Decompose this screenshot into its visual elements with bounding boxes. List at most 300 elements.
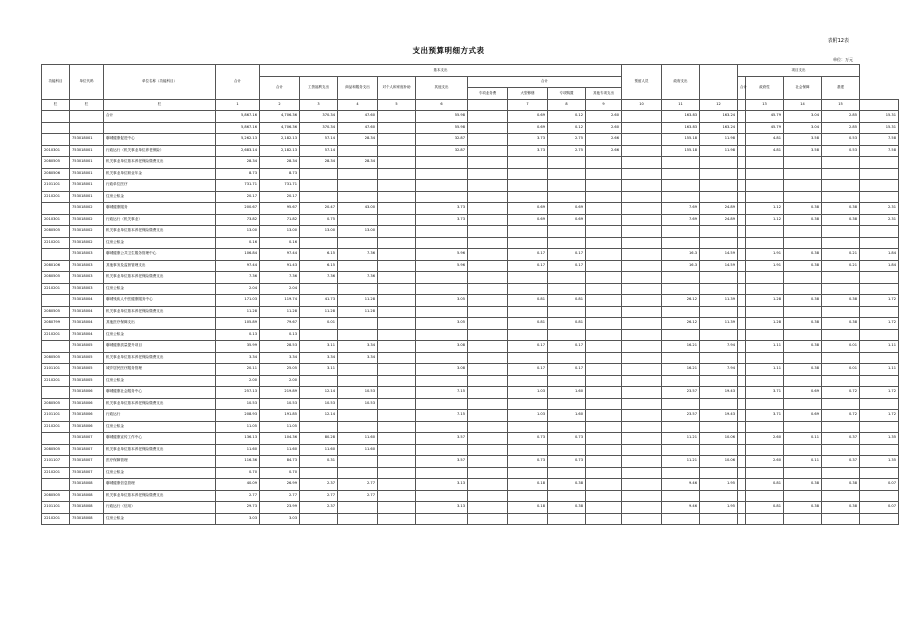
value-cell: 3.05: [416, 318, 468, 330]
table-row: [42, 157, 899, 169]
code-cell: [42, 134, 70, 146]
value-cell: [700, 444, 738, 456]
table-row: [42, 364, 899, 376]
value-cell: 2,182.13: [260, 145, 300, 157]
value-cell: [468, 479, 508, 491]
value-cell: [416, 467, 468, 479]
code-cell: 753018006: [70, 398, 104, 410]
value-cell: 19.43: [700, 387, 738, 399]
value-cell: 6.15: [300, 260, 338, 272]
value-cell: [300, 237, 338, 249]
value-cell: 13.00: [300, 226, 338, 238]
value-cell: 9.46: [662, 502, 700, 514]
value-cell: 23.99: [260, 502, 300, 514]
code-cell: 753018002: [70, 203, 104, 215]
value-cell: 7.15: [416, 387, 468, 399]
value-cell: [416, 226, 468, 238]
value-cell: 11.28: [260, 306, 300, 318]
value-cell: 0.81: [746, 502, 784, 514]
value-cell: 0.69: [784, 410, 822, 422]
value-cell: 7.36: [338, 249, 378, 261]
value-cell: 0.38: [548, 502, 586, 514]
unit-name-cell: 行政运行: [104, 410, 216, 422]
value-cell: 45.79: [746, 111, 784, 123]
code-cell: 753018005: [70, 364, 104, 376]
value-cell: 7.36: [300, 272, 338, 284]
value-cell: 0.31: [300, 456, 338, 468]
value-cell: [662, 421, 700, 433]
value-cell: [738, 157, 746, 169]
table-row: [42, 375, 899, 387]
value-cell: [746, 283, 784, 295]
value-cell: [338, 375, 378, 387]
value-cell: 200.67: [216, 203, 260, 215]
value-cell: [738, 421, 746, 433]
code-cell: 753018007: [70, 456, 104, 468]
value-cell: [662, 490, 700, 502]
value-cell: [700, 237, 738, 249]
header-gov: 政府支出: [662, 65, 700, 100]
value-cell: [468, 134, 508, 146]
table-row: [42, 295, 899, 307]
code-cell: 2101101: [42, 502, 70, 514]
value-cell: [586, 260, 622, 272]
value-cell: [822, 283, 860, 295]
page-title: 支出预算明细方式表: [412, 46, 485, 55]
table-row: [42, 329, 899, 341]
value-cell: 11.60: [338, 444, 378, 456]
value-cell: 1.60: [548, 387, 586, 399]
value-cell: [338, 502, 378, 514]
value-cell: [700, 272, 738, 284]
value-cell: 731.71: [260, 180, 300, 192]
value-cell: 0.38: [548, 479, 586, 491]
budget-table: [41, 64, 899, 525]
unit-name-cell: 住房公积金: [104, 191, 216, 203]
value-cell: 0.38: [822, 502, 860, 514]
value-cell: 10.53: [338, 387, 378, 399]
table-body: [42, 111, 899, 525]
value-cell: [784, 168, 822, 180]
value-cell: 11.21: [662, 456, 700, 468]
value-cell: [586, 237, 622, 249]
value-cell: 13.00: [260, 226, 300, 238]
value-cell: [378, 433, 416, 445]
value-cell: 95.67: [260, 203, 300, 215]
value-cell: 0.75: [300, 214, 338, 226]
value-cell: 80.28: [300, 433, 338, 445]
value-cell: 2.60: [586, 122, 622, 134]
value-cell: [784, 421, 822, 433]
value-cell: 0.38: [784, 318, 822, 330]
value-cell: 0.53: [822, 134, 860, 146]
value-cell: [622, 387, 662, 399]
unit-name-cell: 其他事务及监督管理支出: [104, 260, 216, 272]
value-cell: [586, 329, 622, 341]
value-cell: 28.34: [300, 157, 338, 169]
value-cell: [622, 180, 662, 192]
value-cell: [586, 444, 622, 456]
value-cell: 0.17: [508, 364, 548, 376]
value-cell: [300, 375, 338, 387]
value-cell: [860, 352, 899, 364]
value-cell: [586, 295, 622, 307]
value-cell: [378, 214, 416, 226]
code-cell: 753018002: [70, 214, 104, 226]
value-cell: [378, 260, 416, 272]
code-cell: 753018001: [70, 134, 104, 146]
value-cell: [338, 456, 378, 468]
value-cell: [822, 352, 860, 364]
code-cell: 2210201: [42, 375, 70, 387]
value-cell: [738, 295, 746, 307]
value-cell: [662, 467, 700, 479]
code-cell: [70, 122, 104, 134]
table-row: [42, 111, 899, 123]
value-cell: [738, 283, 746, 295]
value-cell: 0.81: [746, 479, 784, 491]
header-proj-c: 专项购置: [548, 88, 586, 100]
value-cell: 97.44: [260, 249, 300, 261]
value-cell: [548, 283, 586, 295]
value-cell: [746, 421, 784, 433]
value-cell: [784, 352, 822, 364]
index-cell: 12: [700, 99, 738, 111]
value-cell: [548, 180, 586, 192]
value-cell: [746, 352, 784, 364]
value-cell: [416, 306, 468, 318]
value-cell: 0.53: [822, 145, 860, 157]
value-cell: [548, 490, 586, 502]
value-cell: [860, 168, 899, 180]
value-cell: [468, 226, 508, 238]
value-cell: [622, 272, 662, 284]
value-cell: 11.98: [700, 134, 738, 146]
value-cell: [738, 226, 746, 238]
value-cell: [416, 352, 468, 364]
value-cell: [548, 237, 586, 249]
value-cell: [700, 490, 738, 502]
code-cell: 2210201: [42, 467, 70, 479]
code-cell: [42, 203, 70, 215]
unit-name-cell: 机关事业单位基本养老保险缴费支出: [104, 352, 216, 364]
value-cell: 2.75: [548, 145, 586, 157]
table-row: [42, 180, 899, 192]
value-cell: [378, 295, 416, 307]
value-cell: [622, 398, 662, 410]
header-sub-a: 政府性: [746, 76, 784, 99]
value-cell: [700, 398, 738, 410]
index-cell: 栏: [70, 99, 104, 111]
value-cell: 1.12: [746, 203, 784, 215]
index-cell: 6: [416, 99, 468, 111]
value-cell: [338, 513, 378, 525]
value-cell: [700, 157, 738, 169]
table-row: [42, 306, 899, 318]
value-cell: 0.69: [548, 203, 586, 215]
value-cell: [586, 421, 622, 433]
value-cell: [738, 352, 746, 364]
value-cell: [622, 203, 662, 215]
value-cell: [468, 364, 508, 376]
value-cell: 3.73: [508, 145, 548, 157]
code-cell: 2101107: [42, 456, 70, 468]
header-spacer: [700, 65, 738, 100]
value-cell: [738, 180, 746, 192]
value-cell: [416, 329, 468, 341]
value-cell: 43.00: [338, 203, 378, 215]
value-cell: [622, 111, 662, 123]
value-cell: 24.89: [700, 214, 738, 226]
value-cell: [822, 513, 860, 525]
value-cell: [700, 306, 738, 318]
value-cell: 1.84: [860, 260, 899, 272]
unit-name-cell: 城乡居民医疗服务管理: [104, 364, 216, 376]
value-cell: 9.46: [662, 479, 700, 491]
value-cell: [822, 375, 860, 387]
value-cell: [548, 513, 586, 525]
value-cell: 3.57: [416, 456, 468, 468]
value-cell: 219.89: [260, 387, 300, 399]
code-cell: 753018003: [70, 260, 104, 272]
unit-name-cell: 住房公积金: [104, 329, 216, 341]
table-row: [42, 341, 899, 353]
value-cell: [548, 157, 586, 169]
value-cell: [548, 329, 586, 341]
value-cell: 0.01: [822, 341, 860, 353]
index-cell: 13: [746, 99, 784, 111]
value-cell: [416, 191, 468, 203]
value-cell: 11.21: [662, 433, 700, 445]
value-cell: [822, 168, 860, 180]
code-cell: 2210201: [42, 191, 70, 203]
value-cell: [378, 168, 416, 180]
value-cell: 13.00: [338, 226, 378, 238]
value-cell: [468, 295, 508, 307]
value-cell: 3.34: [216, 352, 260, 364]
value-cell: 32.87: [416, 134, 468, 146]
value-cell: 731.71: [216, 180, 260, 192]
value-cell: 20.17: [216, 191, 260, 203]
value-cell: 8.73: [216, 168, 260, 180]
value-cell: [738, 329, 746, 341]
value-cell: [378, 421, 416, 433]
header-proj-a: 专项业务费: [468, 88, 508, 100]
value-cell: 2.75: [548, 134, 586, 146]
code-cell: 2080505: [42, 352, 70, 364]
value-cell: [416, 490, 468, 502]
value-cell: 0.13: [216, 329, 260, 341]
value-cell: [508, 421, 548, 433]
value-cell: [508, 398, 548, 410]
header-other: 其他支出: [416, 76, 468, 99]
value-cell: 2.04: [260, 283, 300, 295]
value-cell: [822, 191, 860, 203]
index-cell: 7: [508, 99, 548, 111]
value-cell: [378, 387, 416, 399]
value-cell: 171.03: [216, 295, 260, 307]
value-cell: [622, 513, 662, 525]
code-cell: 753018008: [70, 502, 104, 514]
value-cell: 28.34: [260, 157, 300, 169]
value-cell: [548, 272, 586, 284]
code-cell: 2080505: [42, 490, 70, 502]
value-cell: [338, 421, 378, 433]
unit-name-cell: 住房公积金: [104, 375, 216, 387]
value-cell: [738, 318, 746, 330]
index-cell: 栏: [104, 99, 216, 111]
value-cell: 2.00: [216, 375, 260, 387]
value-cell: [622, 444, 662, 456]
value-cell: [622, 306, 662, 318]
value-cell: [662, 513, 700, 525]
value-cell: 16.21: [662, 341, 700, 353]
unit-name-cell: 行政运行（机关事业单位养老保险）: [104, 145, 216, 157]
table-row: [42, 444, 899, 456]
value-cell: [822, 329, 860, 341]
value-cell: [784, 467, 822, 479]
value-cell: [622, 490, 662, 502]
code-cell: 753018004: [70, 318, 104, 330]
value-cell: [738, 467, 746, 479]
value-cell: [738, 214, 746, 226]
value-cell: 0.81: [548, 295, 586, 307]
value-cell: 1.11: [746, 364, 784, 376]
value-cell: 26.99: [260, 479, 300, 491]
value-cell: [622, 168, 662, 180]
value-cell: [662, 329, 700, 341]
value-cell: [622, 134, 662, 146]
table-row: [42, 168, 899, 180]
code-cell: 2210201: [42, 283, 70, 295]
value-cell: 2.77: [338, 490, 378, 502]
value-cell: 91.43: [260, 260, 300, 272]
value-cell: [784, 398, 822, 410]
value-cell: [548, 375, 586, 387]
value-cell: [622, 364, 662, 376]
value-cell: 1.35: [860, 456, 899, 468]
value-cell: [738, 191, 746, 203]
table-row: [42, 191, 899, 203]
value-cell: [468, 214, 508, 226]
code-cell: [70, 111, 104, 123]
value-cell: [586, 341, 622, 353]
value-cell: [662, 191, 700, 203]
value-cell: 23.57: [662, 387, 700, 399]
value-cell: [860, 306, 899, 318]
value-cell: [738, 168, 746, 180]
value-cell: 0.21: [822, 260, 860, 272]
value-cell: 1.91: [746, 260, 784, 272]
value-cell: 3.13: [416, 502, 468, 514]
value-cell: 0.07: [860, 502, 899, 514]
value-cell: [738, 490, 746, 502]
value-cell: [378, 249, 416, 261]
value-cell: [548, 191, 586, 203]
value-cell: [860, 444, 899, 456]
value-cell: 155.18: [662, 134, 700, 146]
value-cell: 3.03: [260, 513, 300, 525]
value-cell: [662, 306, 700, 318]
value-cell: [548, 226, 586, 238]
unit-name-cell: 住房公积金: [104, 513, 216, 525]
value-cell: 26.12: [662, 318, 700, 330]
value-cell: 0.38: [784, 364, 822, 376]
value-cell: [622, 421, 662, 433]
header-pension: 对个人和家庭补助: [378, 76, 416, 99]
value-cell: [338, 318, 378, 330]
unit-name-cell: 住房公积金: [104, 421, 216, 433]
value-cell: [662, 237, 700, 249]
value-cell: 11.60: [300, 444, 338, 456]
value-cell: 2.85: [822, 111, 860, 123]
value-cell: [822, 306, 860, 318]
value-cell: [378, 122, 416, 134]
value-cell: [622, 145, 662, 157]
value-cell: 7.69: [662, 203, 700, 215]
code-cell: 2080505: [42, 226, 70, 238]
value-cell: [586, 490, 622, 502]
index-cell: 5: [378, 99, 416, 111]
code-cell: 753018008: [70, 513, 104, 525]
value-cell: [468, 260, 508, 272]
value-cell: 20.11: [216, 364, 260, 376]
value-cell: [746, 226, 784, 238]
code-cell: 2080505: [42, 398, 70, 410]
value-cell: 370.34: [300, 111, 338, 123]
value-cell: 11.28: [338, 306, 378, 318]
value-cell: [860, 180, 899, 192]
header-goods: 商品和服务支出: [338, 76, 378, 99]
value-cell: 3.11: [300, 364, 338, 376]
value-cell: 116.36: [216, 456, 260, 468]
value-cell: [746, 306, 784, 318]
value-cell: 3.57: [416, 433, 468, 445]
table-row: [42, 145, 899, 157]
value-cell: 3.73: [416, 203, 468, 215]
unit-name-cell: 住房公积金: [104, 467, 216, 479]
table-row: [42, 467, 899, 479]
code-cell: 2210201: [42, 513, 70, 525]
value-cell: [746, 375, 784, 387]
value-cell: [548, 398, 586, 410]
value-cell: [586, 398, 622, 410]
value-cell: [586, 433, 622, 445]
code-cell: 2080506: [42, 168, 70, 180]
code-cell: 753018001: [70, 145, 104, 157]
value-cell: [468, 352, 508, 364]
value-cell: [784, 237, 822, 249]
value-cell: 3.04: [784, 122, 822, 134]
code-cell: 2080505: [42, 306, 70, 318]
value-cell: 5.96: [416, 249, 468, 261]
value-cell: [508, 467, 548, 479]
value-cell: 0.38: [784, 479, 822, 491]
value-cell: 4.81: [746, 145, 784, 157]
value-cell: 3.04: [784, 111, 822, 123]
value-cell: [378, 157, 416, 169]
value-cell: 2,182.13: [260, 134, 300, 146]
value-cell: [746, 444, 784, 456]
value-cell: 2.85: [822, 122, 860, 134]
value-cell: 0.16: [260, 237, 300, 249]
code-cell: 2010301: [42, 145, 70, 157]
value-cell: [586, 467, 622, 479]
value-cell: 5.96: [416, 260, 468, 272]
value-cell: [860, 513, 899, 525]
value-cell: [338, 467, 378, 479]
value-cell: [662, 226, 700, 238]
